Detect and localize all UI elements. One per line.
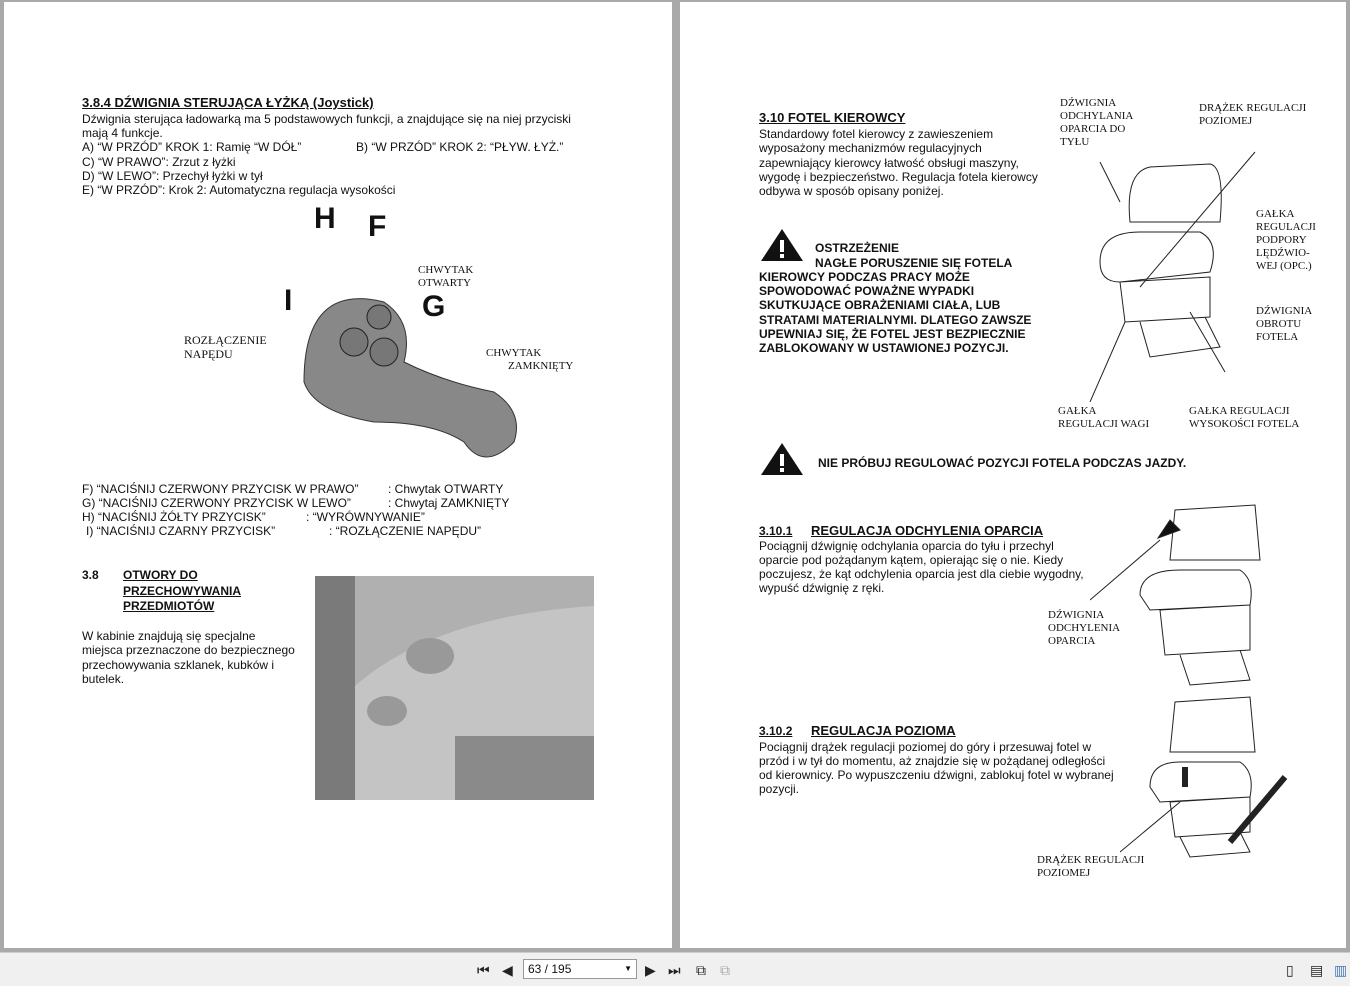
two-page-view-icon[interactable]: ▥: [1334, 962, 1348, 978]
text: : “ROZŁĄCZENIE NAPĘDU”: [329, 524, 482, 538]
label: DŹWIGNIA ODCHYLANIA OPARCIA DO TYŁU: [1060, 97, 1134, 148]
text: Standardowy fotel kierowcy z zawieszeniem: [759, 127, 994, 141]
seat-diagram: [1080, 142, 1260, 402]
continuous-view-icon[interactable]: ▤: [1310, 962, 1324, 978]
text: oparcie pod pożądanym kątem, opierając się o nie. Kiedy: [759, 553, 1064, 567]
warning-title: OSTRZEŻENIE: [815, 241, 900, 255]
section-title: OTWORY DO: [123, 568, 198, 582]
text: KIEROWCY PODCZAS PRACY MOŻE: [759, 270, 970, 284]
section-title: PRZECHOWYWANIA: [123, 584, 241, 598]
section-title: REGULACJA ODCHYLENIA OPARCIA: [811, 523, 1044, 538]
text: poczujesz, że kąt odchylenia oparcia jest dla ciebie wygodny,: [759, 567, 1084, 581]
text: od kierownicy. Po wypuszczeniu dźwigni, zablokuj fotel w wybranej: [759, 768, 1114, 782]
text: zapewniający kierowcy łatwość obsługi maszyny,: [759, 156, 1019, 170]
text: UPEWNIAJ SIĘ, ŻE FOTEL JEST BEZPIECZNIE: [759, 327, 1026, 341]
left-page: [4, 2, 672, 948]
text: : Chwytak OTWARTY: [388, 482, 504, 496]
go-back-icon[interactable]: ⧉: [696, 962, 706, 978]
text: wygodę i bezpieczeństwo. Regulacja fotela kierowcy: [759, 170, 1038, 184]
label: DRĄŻEK REGULACJI POZIOMEJ: [1199, 102, 1307, 127]
text: : “WYRÓWNYWANIE”: [306, 510, 425, 524]
label-f: F: [368, 210, 387, 243]
text: H) “NACIŚNIJ ŻÓŁTY PRZYCISK”: [82, 510, 266, 524]
section-title: 3.10 FOTEL KIEROWCY: [759, 110, 906, 125]
text: wypuść dźwignię z ręki.: [759, 581, 885, 595]
text: przód i w tył do momentu, aż znajdzie się w pożądanej odległości: [759, 754, 1106, 768]
text: NAGŁE PORUSZENIE SIĘ FOTELA: [815, 256, 1013, 270]
text: SPOWODOWAĆ POWAŻNE WYPADKI: [759, 284, 975, 298]
seat-recline-diagram: [1090, 500, 1270, 690]
chevron-down-icon: ▼: [624, 964, 632, 973]
text: przechowywania szklanek, kubków i: [82, 658, 275, 672]
label-i: I: [284, 284, 293, 317]
next-page-button[interactable]: ▶: [645, 962, 656, 978]
text: I) “NACIŚNIJ CZARNY PRZYCISK”: [86, 524, 276, 538]
label: CHWYTAK: [418, 264, 474, 276]
label: GAŁKA REGULACJI PODPORY LĘDŹWIO- WEJ (OPC.): [1256, 208, 1316, 272]
text: STRATAMI MATERIALNYMI. DLATEGO ZAWSZE: [759, 313, 1032, 327]
page-number-select[interactable]: [523, 959, 637, 979]
label: DRĄŻEK REGULACJI POZIOMEJ: [1037, 854, 1145, 879]
section-number: 3.8: [82, 568, 99, 582]
warning-icon: [760, 228, 804, 262]
label: GAŁKA REGULACJI WAGI: [1058, 405, 1150, 430]
label: OTWARTY: [418, 277, 472, 289]
text: pozycji.: [759, 782, 800, 796]
text: W kabinie znajdują się specjalne: [82, 629, 256, 643]
single-page-view-icon[interactable]: ▯: [1286, 962, 1294, 978]
section-title: 3.8.4 DŹWIGNIA STERUJĄCA ŁYŻKĄ (Joystick): [82, 95, 374, 110]
label: DŹWIGNIA OBROTU FOTELA: [1256, 305, 1313, 343]
label: ROZŁĄCZENIE: [184, 333, 267, 347]
go-forward-icon[interactable]: ⧉: [720, 962, 730, 978]
text: ZABLOKOWANY W USTAWIONEJ POZYCJI.: [759, 341, 1009, 355]
last-page-button[interactable]: ⏭: [668, 962, 681, 978]
section-title: PRZEDMIOTÓW: [123, 599, 215, 613]
label-g: G: [422, 290, 446, 323]
text: G) “NACIŚNIJ CZERWONY PRZYCISK W LEWO”: [82, 496, 351, 510]
text: A) “W PRZÓD” KROK 1: Ramię “W DÓŁ”: [82, 140, 302, 154]
label: GAŁKA REGULACJI WYSOKOŚCI FOTELA: [1189, 405, 1300, 430]
cab-photo: [315, 576, 594, 800]
label: CHWYTAK: [486, 347, 542, 359]
text: Pociągnij dźwignię odchylania oparcia do tyłu i przechyl: [759, 539, 1054, 553]
section-number: 3.10.1: [759, 524, 793, 538]
label: ZAMKNIĘTY: [508, 360, 574, 372]
text: odbywa w sposób opisany poniżej.: [759, 184, 944, 198]
first-page-button[interactable]: ⏮: [477, 962, 490, 978]
text: B) “W PRZÓD” KROK 2: “PŁYW. ŁYŻ.”: [356, 140, 564, 154]
label-h: H: [314, 202, 336, 235]
text: F) “NACIŚNIJ CZERWONY PRZYCISK W PRAWO”: [82, 482, 359, 496]
text: E) “W PRZÓD”: Krok 2: Automatyczna regulacja wysokości: [82, 183, 396, 197]
section-title: REGULACJA POZIOMA: [811, 723, 956, 738]
text: mają 4 funkcje.: [82, 126, 163, 140]
section-number: 3.10.2: [759, 724, 793, 738]
text: miejsca przeznaczone do bezpiecznego: [82, 643, 295, 657]
warning-icon: [760, 442, 804, 476]
text: butelek.: [82, 672, 125, 686]
text: SKUTKUJĄCE OBRAŻENIAMI CIAŁA, LUB: [759, 298, 1001, 312]
text: : Chwytaj ZAMKNIĘTY: [388, 496, 510, 510]
joystick-image: [284, 284, 524, 477]
label: NAPĘDU: [184, 347, 233, 361]
text: Dźwignia sterująca ładowarką ma 5 podstawowych funkcji, a znajdujące się na niej przyciski: [82, 112, 571, 126]
text: Pociągnij drążek regulacji poziomej do góry i przesuwaj fotel w: [759, 740, 1092, 754]
pdf-toolbar: [0, 952, 1350, 986]
text: D) “W LEWO”: Przechył łyżki w tył: [82, 169, 263, 183]
right-page: [680, 2, 1346, 948]
text: C) “W PRAWO”: Zrzut z łyżki: [82, 155, 236, 169]
seat-horizontal-diagram: [1120, 692, 1300, 862]
previous-page-button[interactable]: ◀: [502, 962, 513, 978]
warning-text: NIE PRÓBUJ REGULOWAĆ POZYCJI FOTELA PODCZAS JAZDY.: [818, 456, 1187, 470]
text: wyposażony mechanizmów regulacyjnych: [759, 141, 982, 155]
page-number: 63 / 195: [528, 962, 572, 976]
label: DŹWIGNIA ODCHYLENIA OPARCIA: [1048, 609, 1121, 647]
